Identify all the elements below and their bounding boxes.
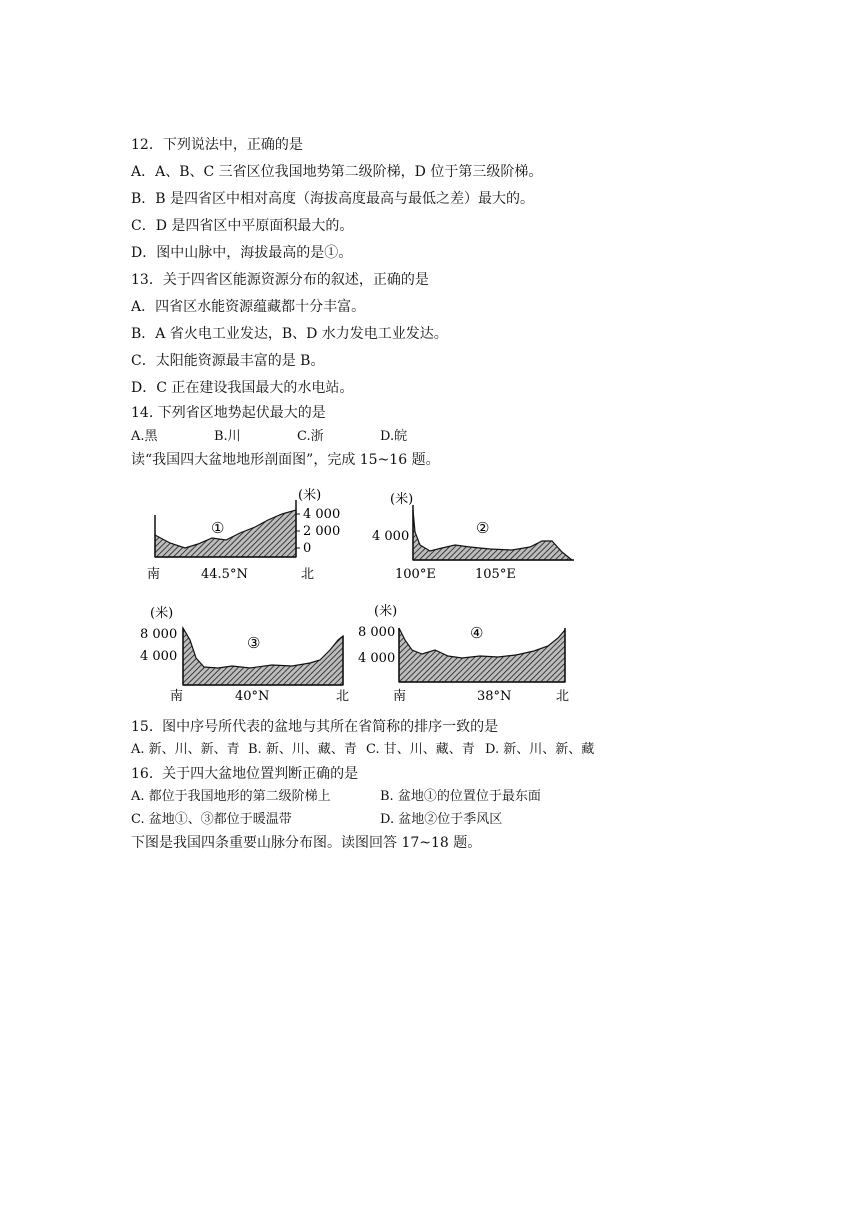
q16-option-a: A. 都位于我国地形的第二级阶梯上	[131, 789, 331, 804]
q16-option-b: B. 盆地①的位置位于最东面	[380, 789, 541, 804]
profile-4-tick-8000: 8 000	[358, 625, 396, 640]
q15-option-b: B. 新、川、藏、青	[248, 742, 357, 757]
q12-option-c: C．D 是四省区中平原面积最大的。	[131, 218, 354, 234]
profile-3-south: 南	[170, 689, 184, 704]
q15-option-c: C. 甘、川、藏、青	[366, 742, 475, 757]
profile-3-label: ③	[247, 634, 261, 652]
map-intro: 下图是我国四条重要山脉分布图。读图回答 17~18 题。	[131, 835, 482, 851]
q12-option-d: D．图中山脉中，海拔最高的是①。	[131, 245, 353, 261]
q13-stem: 13．关于四省区能源资源分布的叙述，正确的是	[131, 272, 429, 288]
profile-3-latitude: 40°N	[235, 689, 270, 704]
q14-option-c: C.浙	[297, 429, 324, 444]
profile-1-tick-4000: 4 000	[303, 507, 341, 522]
q12-option-a: A．A、B、C 三省区位我国地势第二级阶梯，D 位于第三级阶梯。	[131, 164, 543, 180]
profile-3-tick-4000: 4 000	[140, 649, 178, 664]
profile-2-longitude-105: 105°E	[475, 567, 516, 582]
profile-1-tick-0: 0	[303, 541, 312, 556]
q16-option-c: C. 盆地①、③都位于暖温带	[131, 812, 292, 827]
profile-1-north: 北	[301, 567, 315, 582]
profile-1-tick-2000: 2 000	[303, 524, 341, 539]
q12-option-b: B．B 是四省区中相对高度（海拔高度最高与最低之差）最大的。	[131, 191, 535, 207]
q13-option-c: C．太阳能资源最丰富的是 B。	[131, 353, 325, 369]
q14-stem: 14. 下列省区地势起伏最大的是	[131, 405, 326, 421]
q14-option-a: A.黑	[131, 429, 158, 444]
profile-4-unit: (米)	[374, 604, 398, 619]
profile-2	[372, 491, 574, 582]
profile-2-label: ②	[476, 519, 490, 537]
profile-1-terrain	[155, 510, 296, 557]
q16-option-d: D. 盆地②位于季风区	[380, 812, 503, 827]
q12-stem: 12．下列说法中，正确的是	[131, 137, 303, 153]
profile-3	[140, 605, 349, 704]
profile-2-tick-4000: 4 000	[372, 529, 410, 544]
q14-option-d: D.皖	[380, 429, 408, 444]
q13-option-d: D．C 正在建设我国最大的水电站。	[131, 380, 354, 396]
q16-stem: 16. 关于四大盆地位置判断正确的是	[131, 766, 359, 782]
figure-intro: 读“我国四大盆地地形剖面图”，完成 15~16 题。	[131, 452, 440, 468]
q13-option-a: A．四省区水能资源蕴藏都十分丰富。	[131, 299, 366, 315]
profile-4-label: ④	[470, 624, 484, 642]
profile-1-south: 南	[147, 567, 161, 582]
profile-4-latitude: 38°N	[477, 689, 512, 704]
profile-4	[358, 603, 569, 704]
profile-3-tick-8000: 8 000	[140, 627, 178, 642]
profile-1-unit: (米)	[298, 488, 322, 503]
q13-option-b: B．A 省火电工业发达，B、D 水力发电工业发达。	[131, 326, 448, 342]
profile-4-north: 北	[556, 689, 570, 704]
profile-3-unit: (米)	[150, 606, 174, 621]
profile-4-south: 南	[393, 689, 407, 704]
q14-option-b: B.川	[214, 429, 241, 444]
profile-2-unit: (米)	[390, 492, 414, 507]
profile-3-terrain	[183, 628, 343, 685]
profile-2-longitude-100: 100°E	[395, 567, 436, 582]
profile-2-terrain	[413, 510, 572, 560]
q15-option-a: A. 新、川、新、青	[131, 742, 240, 757]
profile-1	[147, 487, 340, 582]
profile-1-latitude: 44.5°N	[201, 567, 248, 582]
profile-1-label: ①	[211, 519, 225, 537]
profile-3-north: 北	[336, 689, 350, 704]
profile-4-tick-4000: 4 000	[358, 651, 396, 666]
q15-option-d: D. 新、川、新、藏	[485, 742, 595, 757]
q15-stem: 15. 图中序号所代表的盆地与其所在省简称的排序一致的是	[131, 719, 499, 735]
